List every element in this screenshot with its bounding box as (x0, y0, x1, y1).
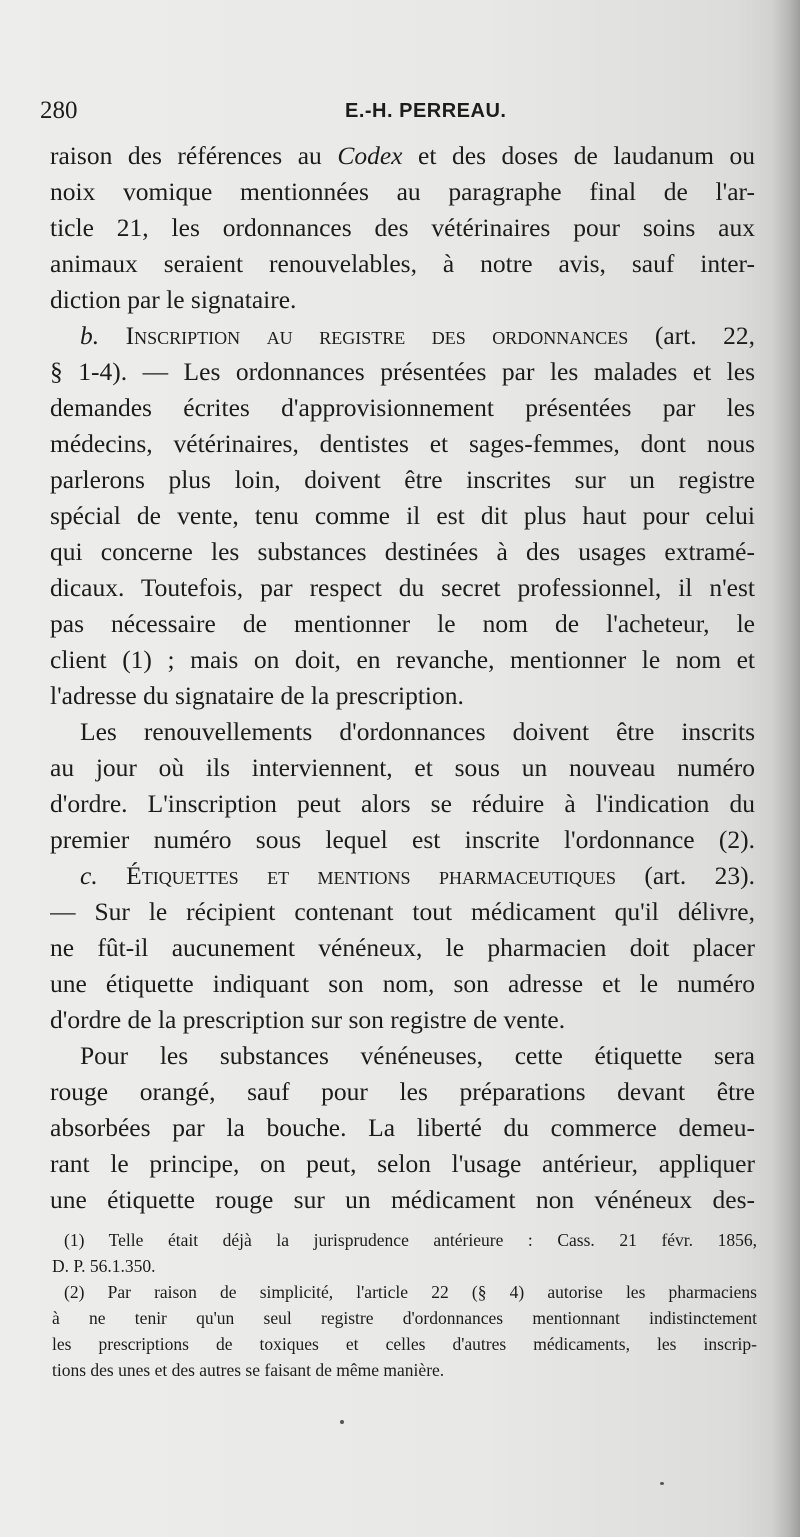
body-text (50, 138, 755, 1218)
text-run: § 1-4). — Les ordonnances présentées par les malades et les (50, 357, 755, 386)
body-line (50, 1146, 755, 1182)
body-line (50, 606, 755, 642)
text-run: Les renouvellements d'ordonnances doivent être inscrits (80, 717, 755, 746)
body-line (50, 318, 755, 354)
body-line (50, 138, 755, 174)
body-line (50, 390, 755, 426)
running-head: E.-H. PERREAU. (345, 100, 507, 122)
body-line (50, 822, 755, 858)
body-line (50, 1038, 755, 1074)
body-line (50, 210, 755, 246)
text-run: pas nécessaire de mentionner le nom de l'acheteur, le (50, 609, 755, 638)
body-line (50, 858, 755, 894)
text-run: animaux seraient renouvelables, à notre avis, sauf inter- (50, 249, 755, 278)
footnote-line: (2) Par raison de simplicité, l'article 22 (§ 4) autorise les pharmaciens (64, 1282, 757, 1302)
text-run: (art. 23). (616, 861, 755, 890)
text-run: Étiquettes et mentions pharmaceutiques (97, 861, 616, 890)
footnote-line: D. P. 56.1.350. (52, 1256, 156, 1276)
body-line (50, 498, 755, 534)
text-run: noix vomique mentionnées au paragraphe final de l'ar- (50, 177, 755, 206)
footnote-line: à ne tenir qu'un seul registre d'ordonnances mentionnant indistinctement (52, 1308, 757, 1328)
text-run: ne fût-il aucunement vénéneux, le pharmacien doit placer (50, 933, 755, 962)
body-line (50, 426, 755, 462)
text-run: spécial de vente, tenu comme il est dit plus haut pour celui (50, 501, 755, 530)
footnote-line: tions des unes et des autres se faisant de même manière. (52, 1360, 445, 1380)
text-run: dicaux. Toutefois, par respect du secret professionnel, il n'est (50, 573, 755, 602)
text-run: — Sur le récipient contenant tout médicament qu'il délivre, (50, 897, 755, 926)
body-line (50, 786, 755, 822)
page-header (40, 95, 760, 127)
body-line (50, 750, 755, 786)
text-run: une étiquette indiquant son nom, son adresse et le numéro (50, 969, 755, 998)
text-run: (art. 22, (628, 321, 755, 350)
text-run: médecins, vétérinaires, dentistes et sages-femmes, dont nous (50, 429, 755, 458)
body-line (50, 570, 755, 606)
text-run: b. (80, 321, 100, 350)
text-run: raison des références au (50, 141, 338, 170)
text-run: l'adresse du signataire de la prescription. (50, 681, 464, 710)
body-line (50, 282, 755, 318)
text-run: d'ordre. L'inscription peut alors se réduire à l'indication du (50, 789, 755, 818)
body-line (50, 354, 755, 390)
body-line (50, 642, 755, 678)
body-line (50, 1074, 755, 1110)
text-run: rant le principe, on peut, selon l'usage antérieur, appliquer (50, 1149, 755, 1178)
body-line (50, 678, 755, 714)
page-number: 280 (40, 97, 78, 124)
footnotes (52, 1227, 757, 1383)
ink-speck (660, 1482, 664, 1485)
text-run: Codex (337, 141, 403, 170)
text-run: une étiquette rouge sur un médicament non vénéneux des- (50, 1185, 755, 1214)
body-line (50, 1110, 755, 1146)
body-line (50, 1002, 755, 1038)
text-run: client (1) ; mais on doit, en revanche, mentionner le nom et (50, 645, 755, 674)
body-line (50, 1182, 755, 1218)
text-run: Pour les substances vénéneuses, cette étiquette sera (80, 1041, 755, 1070)
page-gutter-shadow (772, 0, 800, 1537)
text-run: Inscription au registre des ordonnances (99, 321, 629, 350)
body-line (50, 894, 755, 930)
text-run: qui concerne les substances destinées à des usages extramé- (50, 537, 755, 566)
text-run: parlerons plus loin, doivent être inscrites sur un registre (50, 465, 755, 494)
footnote-line: les prescriptions de toxiques et celles d'autres médicaments, les inscrip- (52, 1334, 757, 1354)
body-line (50, 174, 755, 210)
body-line (50, 246, 755, 282)
text-run: au jour où ils interviennent, et sous un nouveau numéro (50, 753, 755, 782)
body-line (50, 534, 755, 570)
text-run: premier numéro sous lequel est inscrite l'ordonnance (2). (50, 825, 755, 854)
text-run: rouge orangé, sauf pour les préparations devant être (50, 1077, 755, 1106)
text-run: ticle 21, les ordonnances des vétérinaires pour soins aux (50, 213, 755, 242)
text-run: absorbées par la bouche. La liberté du commerce demeu- (50, 1113, 755, 1142)
text-run: diction par le signataire. (50, 285, 297, 314)
ink-speck (340, 1420, 344, 1424)
text-run: et des doses de laudanum ou (402, 141, 755, 170)
text-run: d'ordre de la prescription sur son registre de vente. (50, 1005, 566, 1034)
text-run: c. (80, 861, 98, 890)
text-run: demandes écrites d'approvisionnement présentées par les (50, 393, 755, 422)
body-line (50, 930, 755, 966)
body-line (50, 966, 755, 1002)
body-line (50, 714, 755, 750)
footnote-line: (1) Telle était déjà la jurisprudence antérieure : Cass. 21 févr. 1856, (64, 1230, 757, 1250)
body-line (50, 462, 755, 498)
